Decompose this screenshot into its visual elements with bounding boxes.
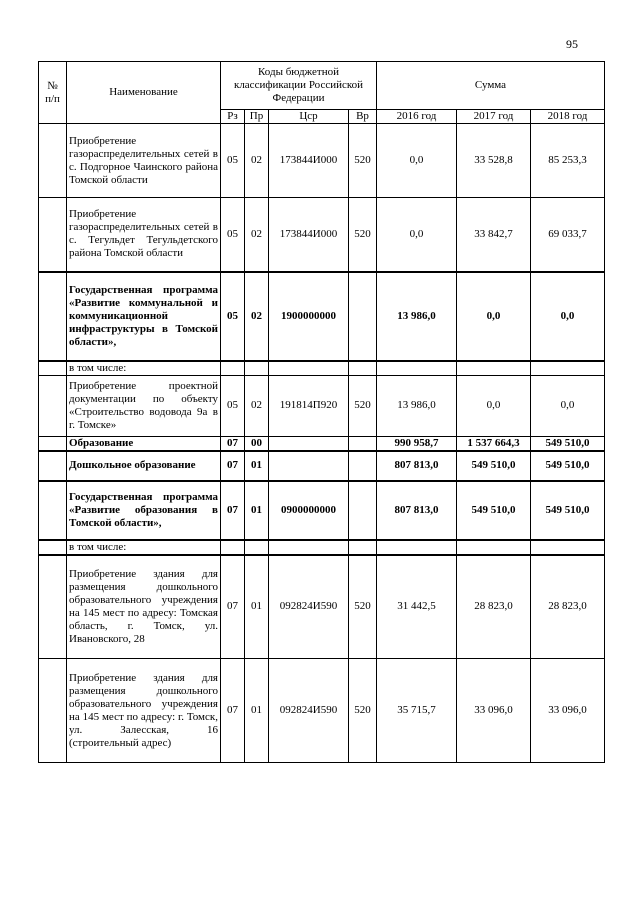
row-name: Образование — [67, 436, 221, 451]
row-2018: 69 033,7 — [531, 198, 605, 272]
row-2016: 31 442,5 — [377, 555, 457, 659]
row-2016: 990 958,7 — [377, 436, 457, 451]
row-rz: 05 — [221, 375, 245, 436]
table-row — [39, 436, 605, 451]
row-csr: 092824И590 — [269, 659, 349, 763]
page-number: 95 — [566, 37, 578, 51]
header-vr: Вр — [349, 110, 377, 124]
table-row — [39, 481, 605, 540]
row-num — [39, 375, 67, 436]
row-rz: 05 — [221, 124, 245, 198]
table-row — [39, 555, 605, 659]
row-pr: 01 — [245, 451, 269, 481]
row-2017: 0,0 — [457, 375, 531, 436]
row-empty — [349, 361, 377, 376]
table-row — [39, 659, 605, 763]
row-empty — [269, 540, 349, 555]
table-row — [39, 451, 605, 481]
row-csr — [269, 436, 349, 451]
row-rz: 05 — [221, 198, 245, 272]
row-empty — [221, 540, 245, 555]
row-2018: 85 253,3 — [531, 124, 605, 198]
header-2016: 2016 год — [377, 110, 457, 124]
row-num — [39, 481, 67, 540]
row-csr: 1900000000 — [269, 272, 349, 361]
row-vr — [349, 436, 377, 451]
row-2017: 33 842,7 — [457, 198, 531, 272]
header-csr: Цср — [269, 110, 349, 124]
row-2018: 0,0 — [531, 375, 605, 436]
row-csr: 173844И000 — [269, 124, 349, 198]
row-2018: 549 510,0 — [531, 481, 605, 540]
row-num — [39, 124, 67, 198]
header-sum-group: Сумма — [377, 62, 605, 110]
row-rz: 05 — [221, 272, 245, 361]
row-num — [39, 272, 67, 361]
row-empty — [349, 540, 377, 555]
row-pr: 01 — [245, 481, 269, 540]
row-csr: 092824И590 — [269, 555, 349, 659]
header-name: Наименование — [67, 62, 221, 124]
row-name: Приобретение здания для размещения дошкольного образовательного учреждения на 145 мест по адресу: г. Томск, ул. Залесская, 16 (строительный адрес) — [67, 659, 221, 763]
row-vr — [349, 451, 377, 481]
row-num — [39, 361, 67, 376]
row-2016: 807 813,0 — [377, 451, 457, 481]
table-row — [39, 361, 605, 376]
table-row — [39, 272, 605, 361]
row-2016: 35 715,7 — [377, 659, 457, 763]
budget-table — [38, 61, 605, 763]
row-name: Государственная программа «Развитие коммунальной и коммуникационной инфраструктуры в Томской области», — [67, 272, 221, 361]
row-2018: 549 510,0 — [531, 451, 605, 481]
row-num — [39, 436, 67, 451]
row-num — [39, 659, 67, 763]
row-empty — [221, 361, 245, 376]
row-label: в том числе: — [67, 361, 221, 376]
row-2017: 549 510,0 — [457, 481, 531, 540]
row-csr: 191814П920 — [269, 375, 349, 436]
header-2017: 2017 год — [457, 110, 531, 124]
row-empty — [245, 361, 269, 376]
row-2017: 1 537 664,3 — [457, 436, 531, 451]
row-2018: 28 823,0 — [531, 555, 605, 659]
table-row — [39, 124, 605, 198]
row-vr — [349, 481, 377, 540]
table-row — [39, 540, 605, 555]
row-empty — [531, 540, 605, 555]
row-2018: 33 096,0 — [531, 659, 605, 763]
row-vr: 520 — [349, 198, 377, 272]
header-pr: Пр — [245, 110, 269, 124]
row-2017: 33 096,0 — [457, 659, 531, 763]
row-vr: 520 — [349, 659, 377, 763]
row-2016: 13 986,0 — [377, 272, 457, 361]
row-name: Приобретение здания для размещения дошкольного образовательного учреждения на 145 мест по адресу: Томская область, г. Томск, ул. Ивановского, 28 — [67, 555, 221, 659]
row-empty — [377, 361, 457, 376]
row-pr: 02 — [245, 375, 269, 436]
row-vr — [349, 272, 377, 361]
row-num — [39, 540, 67, 555]
row-2016: 0,0 — [377, 198, 457, 272]
row-2017: 549 510,0 — [457, 451, 531, 481]
row-num — [39, 555, 67, 659]
row-vr: 520 — [349, 555, 377, 659]
row-name: Государственная программа «Развитие образования в Томской области», — [67, 481, 221, 540]
row-rz: 07 — [221, 436, 245, 451]
row-label: в том числе: — [67, 540, 221, 555]
row-empty — [531, 361, 605, 376]
row-empty — [245, 540, 269, 555]
header-rz: Рз — [221, 110, 245, 124]
header-num: № п/п — [39, 62, 67, 124]
row-2018: 0,0 — [531, 272, 605, 361]
row-csr: 0900000000 — [269, 481, 349, 540]
row-pr: 02 — [245, 124, 269, 198]
row-2016: 13 986,0 — [377, 375, 457, 436]
row-2017: 0,0 — [457, 272, 531, 361]
row-vr: 520 — [349, 375, 377, 436]
row-2016: 807 813,0 — [377, 481, 457, 540]
row-2017: 28 823,0 — [457, 555, 531, 659]
row-2018: 549 510,0 — [531, 436, 605, 451]
row-rz: 07 — [221, 451, 245, 481]
row-name: Приобретение газораспределительных сетей в с. Тегульдет Тегульдетского района Томской области — [67, 198, 221, 272]
row-rz: 07 — [221, 555, 245, 659]
row-num — [39, 198, 67, 272]
table-row — [39, 375, 605, 436]
row-pr: 01 — [245, 555, 269, 659]
row-name: Дошкольное образование — [67, 451, 221, 481]
row-pr: 00 — [245, 436, 269, 451]
row-csr — [269, 451, 349, 481]
row-pr: 01 — [245, 659, 269, 763]
header-row-top — [39, 62, 605, 110]
row-num — [39, 451, 67, 481]
header-codes-group: Коды бюджетной классификации Российской Федерации — [221, 62, 377, 110]
row-empty — [377, 540, 457, 555]
table-row — [39, 198, 605, 272]
row-name: Приобретение газораспределительных сетей в с. Подгорное Чаинского района Томской области — [67, 124, 221, 198]
row-empty — [269, 361, 349, 376]
row-empty — [457, 540, 531, 555]
row-rz: 07 — [221, 481, 245, 540]
row-vr: 520 — [349, 124, 377, 198]
row-2016: 0,0 — [377, 124, 457, 198]
row-empty — [457, 361, 531, 376]
row-name: Приобретение проектной документации по объекту «Строительство водовода 9а в г. Томске» — [67, 375, 221, 436]
row-rz: 07 — [221, 659, 245, 763]
row-pr: 02 — [245, 198, 269, 272]
row-2017: 33 528,8 — [457, 124, 531, 198]
header-2018: 2018 год — [531, 110, 605, 124]
row-pr: 02 — [245, 272, 269, 361]
row-csr: 173844И000 — [269, 198, 349, 272]
